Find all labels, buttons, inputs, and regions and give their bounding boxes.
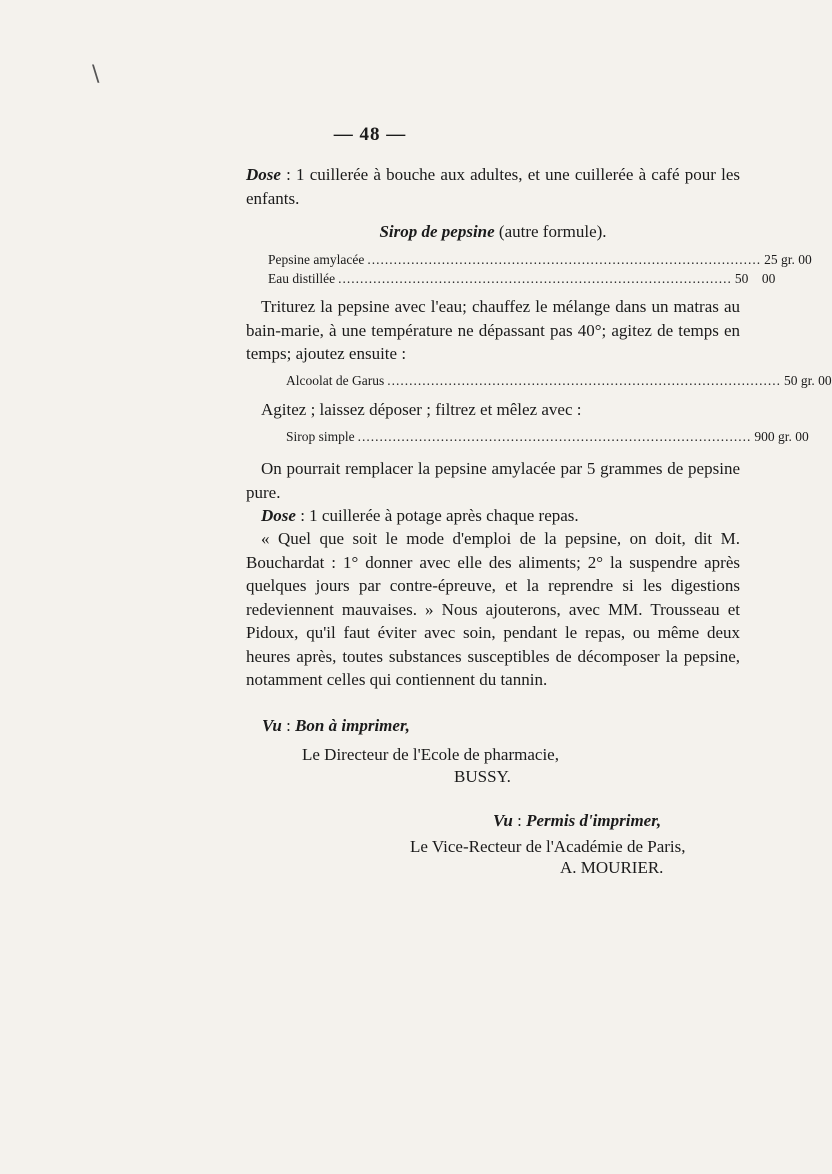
permis-label: Vu: [493, 811, 513, 830]
ingredient-qty: 50 gr. 00: [783, 373, 832, 388]
paragraph-agitez: Agitez ; laissez déposer ; filtrez et mêlez avec :: [261, 400, 582, 419]
dose-paragraph-1: [246, 163, 740, 210]
sirop-title: [246, 222, 740, 242]
leader-dots: ..........................................................................................: [367, 252, 762, 267]
ingredient-row: [286, 373, 832, 389]
dose-text: : 1 cuillerée à potage après chaque repas.: [295, 506, 579, 525]
ingredient-name: Sirop simple: [286, 429, 355, 444]
dose-label: Dose: [261, 506, 296, 525]
ingredient-row: [268, 271, 776, 287]
sirop-title-italic: Sirop de pepsine: [379, 222, 495, 241]
director-name: BUSSY.: [454, 767, 511, 786]
leader-dots: ..........................................................................................: [387, 373, 781, 388]
margin-mark: \: [92, 62, 100, 87]
ingredient-row: [286, 429, 809, 445]
vu-bon-a-imprimer: Vu : Bon à imprimer,: [262, 716, 410, 735]
ingredient-name: Pepsine amylacée: [268, 252, 365, 267]
dose-paragraph-2: [246, 504, 740, 528]
vu-text: Bon à imprimer,: [295, 716, 410, 735]
paragraph-triturez: Triturez la pepsine avec l'eau; chauffez le mélange dans un matras au bain-marie, à une température ne dépassant pas 40°; agitez de temps en temps; ajoutez ensuite :: [246, 297, 740, 363]
dose-text: : 1 cuillerée à bouche aux adultes, et une cuillerée à café pour les enfants.: [246, 165, 740, 208]
leader-dots: ..........................................................................................: [357, 429, 752, 444]
ingredient-row: [268, 252, 812, 268]
sirop-title-rest: (autre formule).: [494, 222, 607, 241]
ingredient-name: Eau distillée: [268, 271, 336, 286]
paragraph-quote: « Quel que soit le mode d'emploi de la pepsine, on doit, dit M. Bouchardat : 1° donner avec elle des aliments; 2° la suspendre après quelques jours par contre-épreuve, et la reprendre si les digestions redeviennent mauvaises. » Nous ajouterons, avec MM. Trousseau et Pidoux, qu'il faut éviter avec soin, pendant le repas, ou même deux heures après, toutes substances susceptibles de décomposer la pepsine, notamment celles qui contiennent du tannin.: [246, 529, 740, 689]
ingredient-name: Alcoolat de Garus: [286, 373, 385, 388]
paragraph-remplacer: On pourrait remplacer la pepsine amylacée par 5 grammes de pepsine pure.: [246, 459, 740, 502]
ingredient-qty: 50 00: [734, 271, 776, 286]
ingredient-qty: 25 gr. 00: [764, 252, 812, 267]
rector-name: A. MOURIER.: [560, 858, 664, 877]
dose-label: Dose: [246, 165, 281, 184]
leader-dots: ..........................................................................................: [338, 271, 732, 286]
rector-title: Le Vice-Recteur de l'Académie de Paris,: [410, 837, 686, 856]
page-number: — 48 —: [333, 124, 407, 145]
director-title: Le Directeur de l'Ecole de pharmacie,: [302, 745, 559, 764]
permis-text: Permis d'imprimer,: [526, 811, 662, 830]
vu-permis: Vu : Permis d'imprimer,: [493, 811, 662, 830]
vu-label: Vu: [262, 716, 282, 735]
ingredient-qty: 900 gr. 00: [754, 429, 809, 444]
